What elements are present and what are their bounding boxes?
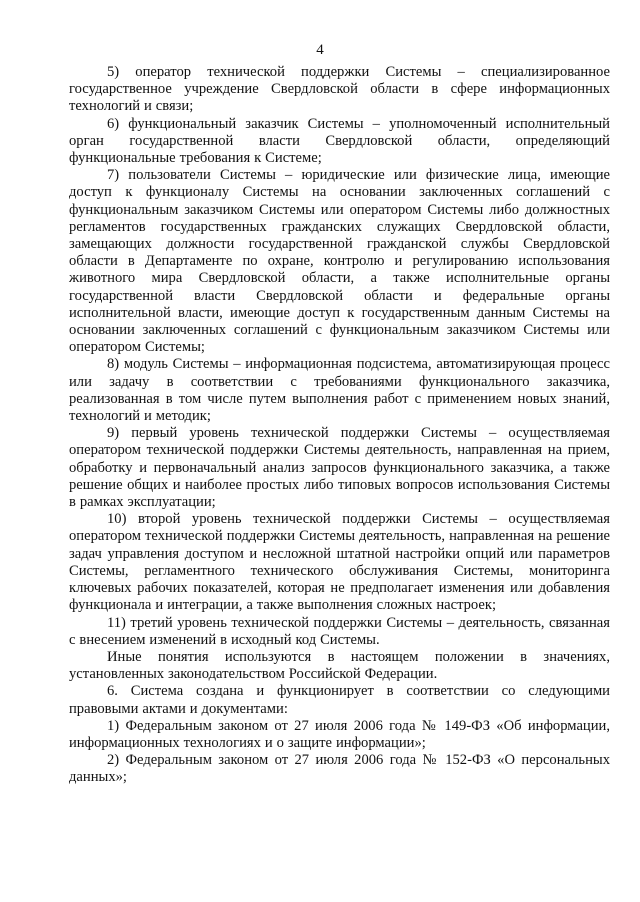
legal-act-item-2: 2) Федеральным законом от 27 июля 2006 года № 152-ФЗ «О персональных данных»; (69, 752, 610, 786)
other-terms-paragraph: Иные понятия используются в настоящем положении в значениях, установленных законодательством Российской Федерации. (69, 648, 610, 683)
definition-item-10: 10) второй уровень технической поддержки Системы – осуществляемая оператором технической поддержки Системы деятельность, направленная на решение задач управления доступом и несложной штатной настройки опций или параметров Системы, регламентного технического обслуживания Системы, мониторинга ключевых рабочих показателей, которая не предполагает изменения или добавления функционала и интеграции, а также выполнения сложных настроек; (69, 511, 610, 614)
definition-item-9: 9) первый уровень технической поддержки Системы – осуществляемая оператором технической поддержки Системы деятельность, направленная на прием, обработку и первоначальный анализ запросов функционального заказчика, а также решение общих и наиболее простых либо типовых вопросов использования Системы в рамках эксплуатации; (69, 425, 610, 511)
definition-item-5: 5) оператор технической поддержки Системы – специализированное государственное учреждение Свердловской области в сфере информационных технологий и связи; (69, 64, 610, 115)
page-number: 4 (316, 42, 324, 58)
definition-item-8: 8) модуль Системы – информационная подсистема, автоматизирующая процесс или задачу в соответствии с требованиями функционального заказчика, реализованная в том числе путем выполнения работ с применением новых знаний, технологий и методик; (69, 356, 610, 425)
legal-act-item-1: 1) Федеральным законом от 27 июля 2006 года № 149-ФЗ «Об информации, информационных технологиях и о защите информации»; (69, 717, 610, 751)
section-6-heading: 6. Система создана и функционирует в соответствии со следующими правовыми актами и документами: (69, 683, 610, 717)
definition-item-7: 7) пользователи Системы – юридические или физические лица, имеющие доступ к функционалу Системы на основании заключенных соглашений с функциональным заказчиком Системы или оператором Системы либо должностных регламентов государственных гражданских служащих Свердловской области, замещающих должности государственной гражданской службы Свердловской области в Департаменте по охране, контролю и регулированию использования животного мира Свердловской области, а также исполнительные органы государственной власти Свердловской области и федеральные органы исполнительной власти, имеющие доступ к государственным данным Системы на основании заключенных соглашений с функциональным заказчиком Системы или оператором Системы; (69, 167, 610, 356)
definition-item-6: 6) функциональный заказчик Системы – уполномоченный исполнительный орган государственной власти Свердловской области, определяющий функциональные требования к Системе; (69, 115, 610, 167)
document-body (69, 64, 610, 787)
definition-item-11: 11) третий уровень технической поддержки Системы – деятельность, связанная с внесением изменений в исходный код Системы. (69, 614, 610, 648)
